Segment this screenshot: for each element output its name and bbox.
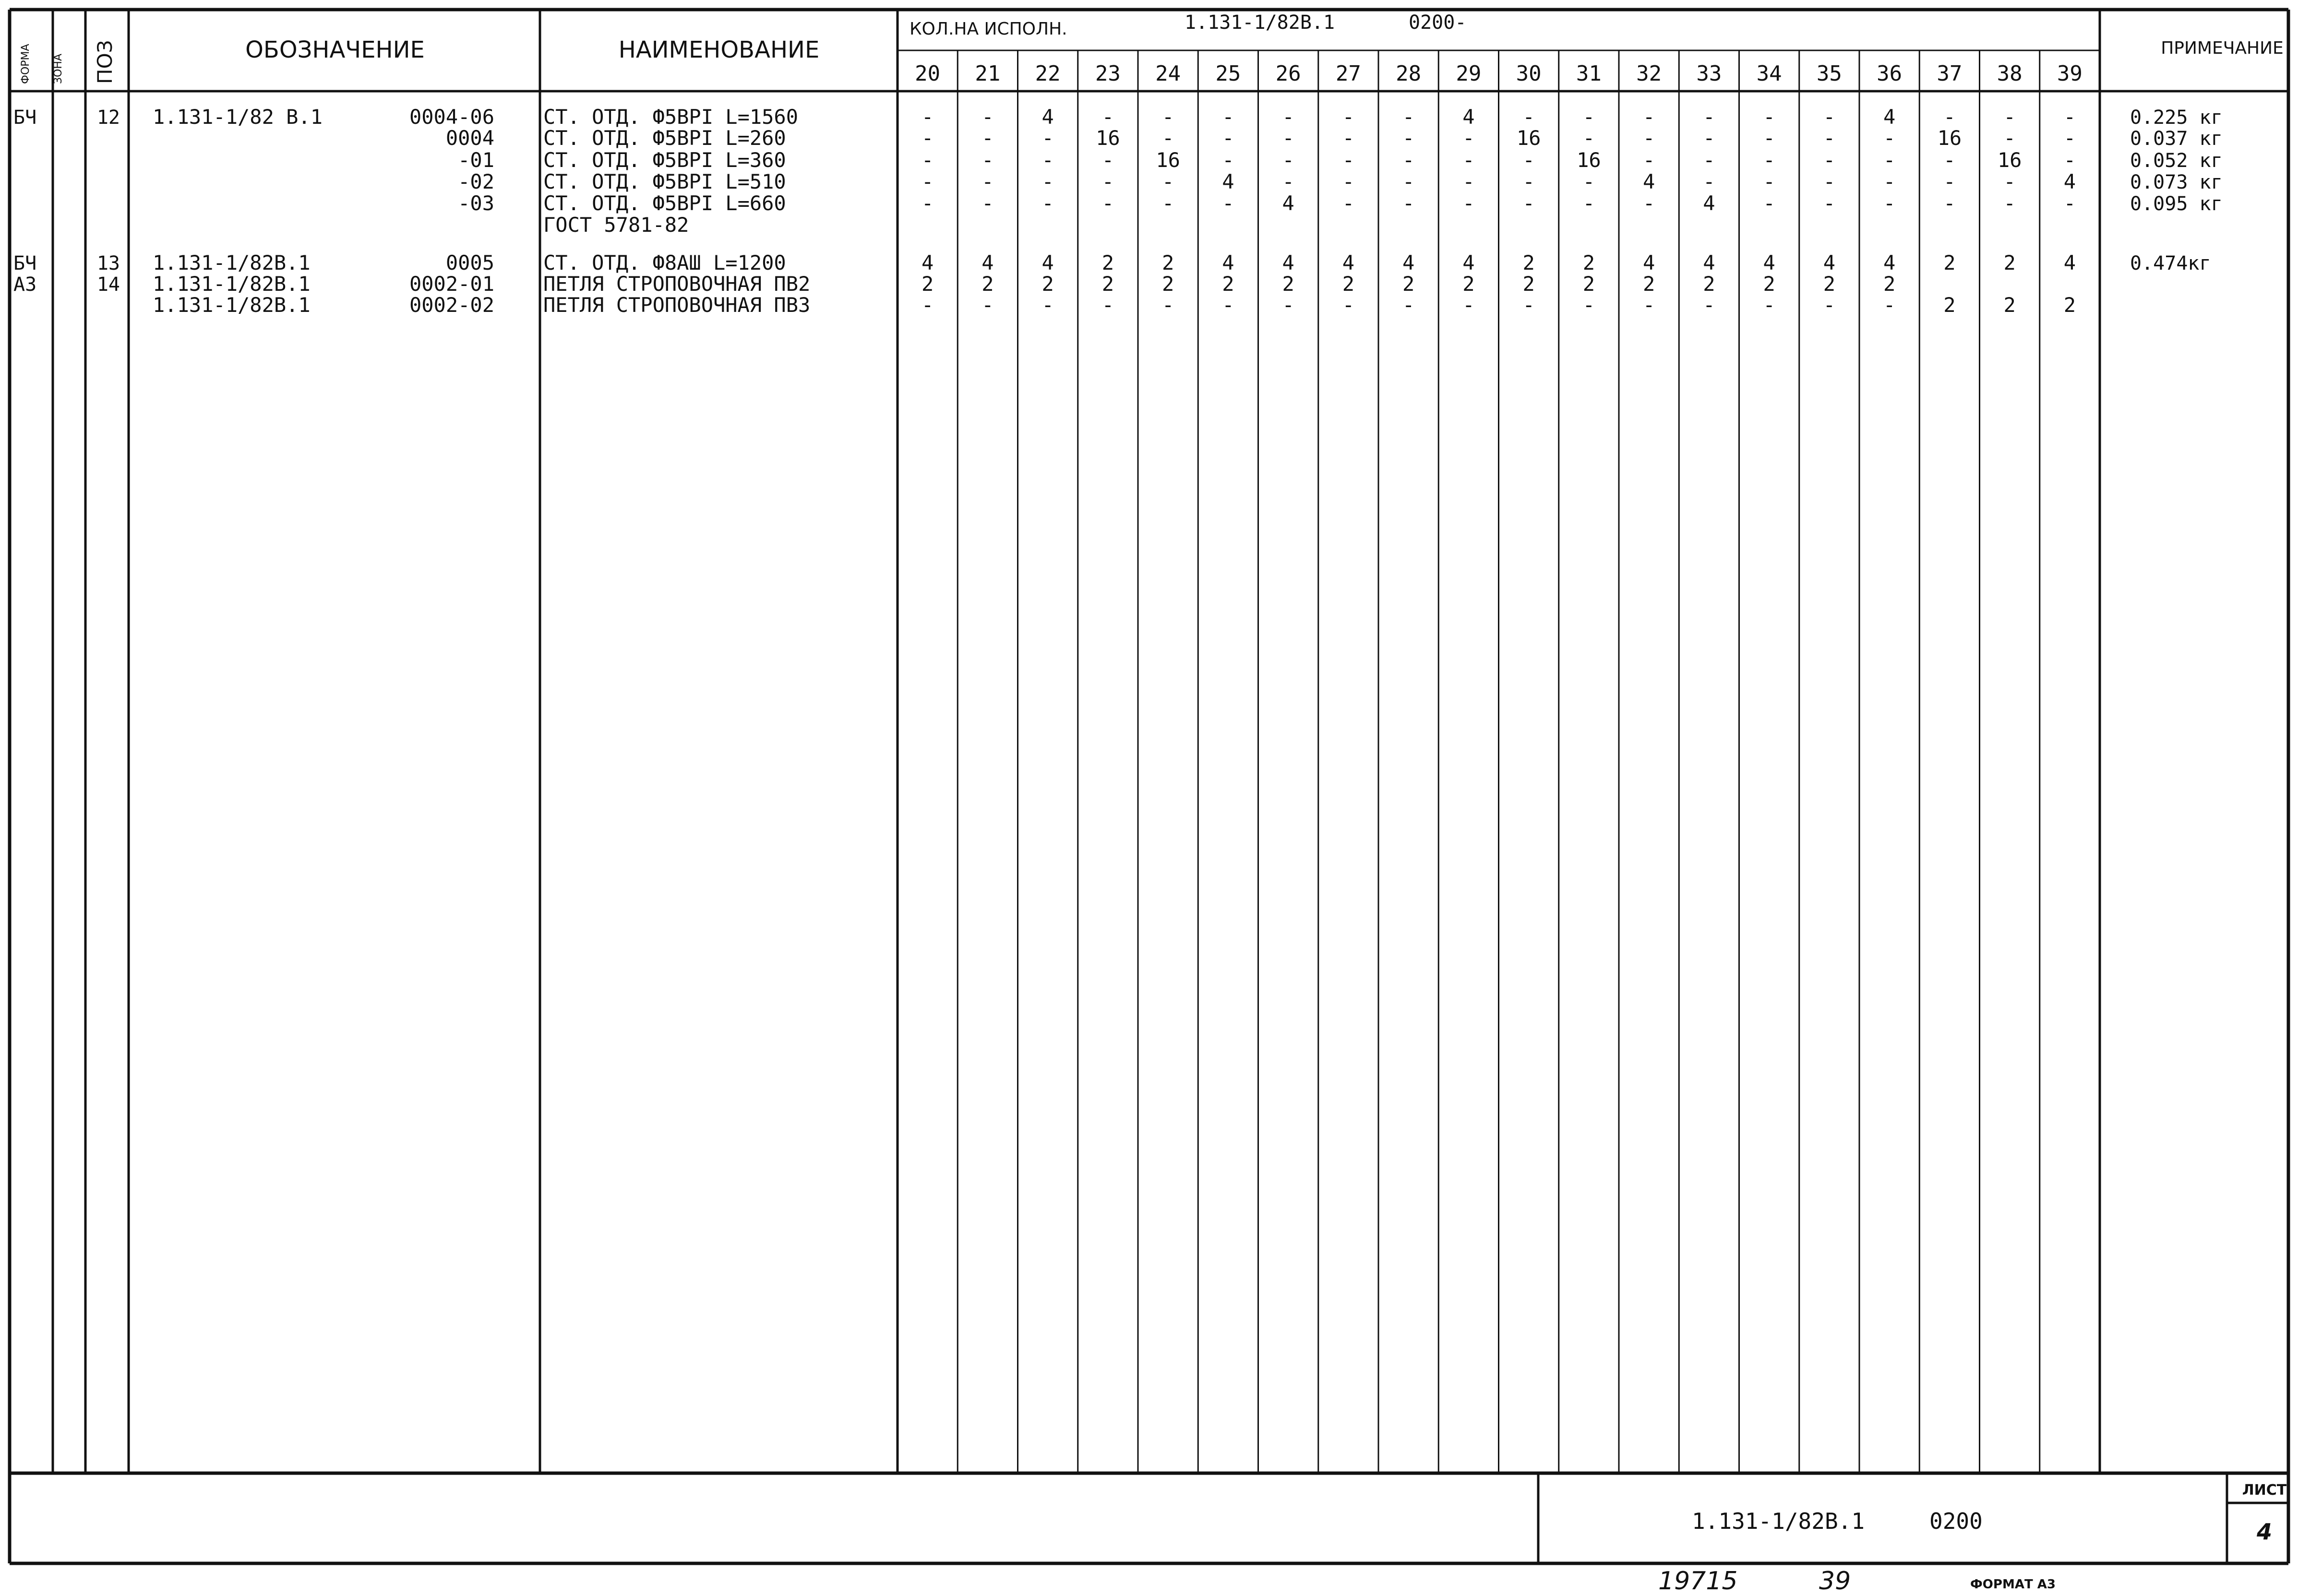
- cell-qty-21: 4: [981, 251, 994, 274]
- variant-header-28: 28: [1396, 61, 1422, 86]
- cell-qty-36: 4: [1883, 251, 1896, 274]
- cell-qty-32: 4: [1642, 251, 1655, 274]
- cell-qty-29: -: [1462, 126, 1475, 150]
- cell-qty-29: 4: [1462, 105, 1475, 129]
- cell-qty-38: -: [2003, 170, 2016, 193]
- cell-qty-34: -: [1763, 148, 1775, 172]
- cell-forma: БЧ: [13, 252, 37, 274]
- cell-qty-32: -: [1642, 148, 1655, 172]
- variant-header-20: 20: [915, 61, 941, 86]
- cell-qty-26: 2: [1282, 272, 1294, 296]
- cell-qty-22: 4: [1041, 251, 1054, 274]
- cell-qty-21: 2: [981, 272, 994, 296]
- cell-qty-38: -: [2003, 126, 2016, 150]
- cell-code: 0005: [445, 251, 494, 274]
- cell-qty-23: 2: [1101, 251, 1114, 274]
- cell-qty-35: -: [1823, 105, 1836, 129]
- cell-qty-30: -: [1522, 293, 1535, 317]
- cell-qty-25: -: [1222, 105, 1234, 129]
- header-forma: ФОРМА: [20, 44, 32, 84]
- variant-header-25: 25: [1215, 61, 1241, 86]
- cell-code: 0002-01: [409, 272, 494, 296]
- cell-qty-33: 4: [1703, 191, 1715, 215]
- cell-qty-21: -: [981, 126, 994, 150]
- header-kol-code: 0200-: [1409, 12, 1467, 34]
- cell-qty-21: -: [981, 170, 994, 193]
- cell-qty-30: 16: [1516, 126, 1541, 150]
- cell-qty-21: -: [981, 191, 994, 215]
- cell-qty-24: 2: [1161, 272, 1174, 296]
- sheet-number: 4: [2256, 1519, 2273, 1545]
- title-doc: 1.131-1/82В.1: [1692, 1508, 1865, 1534]
- cell-qty-32: 2: [1642, 272, 1655, 296]
- footer-stamp-no: 39: [1819, 1567, 1851, 1596]
- cell-qty-38: -: [2003, 105, 2016, 129]
- cell-qty-25: 4: [1222, 170, 1234, 193]
- cell-qty-39: -: [2063, 191, 2076, 215]
- cell-qty-34: -: [1763, 293, 1775, 317]
- cell-qty-20: -: [921, 126, 934, 150]
- cell-code: -03: [458, 191, 494, 215]
- cell-code: 0002-02: [409, 293, 494, 317]
- cell-qty-27: -: [1342, 191, 1355, 215]
- cell-qty-33: 4: [1703, 251, 1715, 274]
- cell-forma: А3: [13, 274, 37, 296]
- cell-code: 0004: [445, 126, 494, 150]
- header-zona: ЗОНА: [52, 53, 64, 84]
- cell-qty-30: -: [1522, 191, 1535, 215]
- header-oboznachenie: ОБОЗНАЧЕНИЕ: [245, 36, 425, 63]
- cell-qty-37: -: [1943, 148, 1956, 172]
- cell-qty-28: 2: [1402, 272, 1415, 296]
- footer-stamp: 19715: [1658, 1567, 1738, 1596]
- cell-qty-30: -: [1522, 170, 1535, 193]
- cell-qty-22: 4: [1041, 105, 1054, 129]
- cell-qty-28: -: [1402, 148, 1415, 172]
- cell-doc: 1.131-1/82В.1: [153, 272, 311, 296]
- cell-qty-36: -: [1883, 191, 1896, 215]
- cell-qty-38: -: [2003, 191, 2016, 215]
- cell-doc: 1.131-1/82В.1: [153, 293, 311, 317]
- variant-header-22: 22: [1035, 61, 1061, 86]
- cell-poz: 14: [96, 274, 120, 296]
- cell-qty-32: -: [1642, 126, 1655, 150]
- cell-qty-24: -: [1161, 170, 1174, 193]
- variant-header-37: 37: [1937, 61, 1963, 86]
- cell-qty-37: -: [1943, 105, 1956, 129]
- cell-qty-32: -: [1642, 191, 1655, 215]
- cell-qty-20: 4: [921, 251, 934, 274]
- cell-qty-23: 16: [1096, 126, 1120, 150]
- cell-qty-29: -: [1462, 148, 1475, 172]
- variant-header-38: 38: [1997, 61, 2023, 86]
- cell-qty-38: 2: [2003, 251, 2016, 274]
- cell-qty-27: -: [1342, 105, 1355, 129]
- cell-qty-30: 2: [1522, 251, 1535, 274]
- cell-qty-29: -: [1462, 170, 1475, 193]
- cell-qty-35: 4: [1823, 251, 1836, 274]
- cell-qty-34: -: [1763, 191, 1775, 215]
- cell-name: ПЕТЛЯ СТРОПОВОЧНАЯ ПВ3: [543, 293, 811, 317]
- table-row: [13, 251, 2211, 274]
- cell-qty-34: -: [1763, 126, 1775, 150]
- cell-qty-22: 2: [1041, 272, 1054, 296]
- cell-qty-35: -: [1823, 170, 1836, 193]
- table-row: [458, 170, 2223, 193]
- cell-qty-21: -: [981, 293, 994, 317]
- cell-qty-25: -: [1222, 148, 1234, 172]
- cell-qty-37: 16: [1937, 126, 1962, 150]
- cell-qty-37: -: [1943, 170, 1956, 193]
- variant-header-23: 23: [1095, 61, 1121, 86]
- cell-poz: 13: [96, 252, 120, 274]
- cell-code: -01: [458, 148, 494, 172]
- cell-qty-25: -: [1222, 293, 1234, 317]
- cell-qty-32: -: [1642, 293, 1655, 317]
- cell-name: ГОСТ 5781-82: [543, 213, 689, 237]
- cell-qty-36: 2: [1883, 272, 1896, 296]
- cell-qty-25: 4: [1222, 251, 1234, 274]
- variant-header-30: 30: [1516, 61, 1542, 86]
- variant-header-26: 26: [1275, 61, 1301, 86]
- cell-qty-39: -: [2063, 126, 2076, 150]
- table-row: [446, 126, 2223, 150]
- cell-qty-31: -: [1582, 293, 1595, 317]
- cell-doc: 1.131-1/82 В.1: [153, 105, 323, 129]
- cell-qty-35: -: [1823, 148, 1836, 172]
- cell-qty-33: -: [1703, 293, 1715, 317]
- cell-qty-22: -: [1041, 293, 1054, 317]
- cell-qty-30: -: [1522, 105, 1535, 129]
- cell-qty-20: 2: [921, 272, 934, 296]
- cell-qty-24: 16: [1156, 148, 1180, 172]
- spec-rows: [13, 105, 2223, 317]
- cell-qty-36: -: [1883, 126, 1896, 150]
- cell-qty-28: -: [1402, 105, 1415, 129]
- table-row: [13, 272, 1895, 296]
- footer-format: ФОРМАТ А3: [1970, 1577, 2056, 1592]
- cell-qty-39: 4: [2063, 170, 2076, 193]
- cell-qty-36: -: [1883, 170, 1896, 193]
- variant-header-32: 32: [1636, 61, 1662, 86]
- variant-header-36: 36: [1877, 61, 1903, 86]
- header-primechanie: ПРИМЕЧАНИЕ: [2161, 38, 2284, 58]
- cell-qty-20: -: [921, 191, 934, 215]
- cell-qty-31: 2: [1582, 272, 1595, 296]
- cell-qty-20: -: [921, 105, 934, 129]
- cell-name: СТ. ОТД. Ф5ВРI L=1560: [543, 105, 799, 129]
- cell-qty-24: -: [1161, 293, 1174, 317]
- cell-qty-29: -: [1462, 293, 1475, 317]
- cell-qty-24: -: [1161, 105, 1174, 129]
- cell-qty-28: -: [1402, 126, 1415, 150]
- cell-qty-39: -: [2063, 148, 2076, 172]
- variant-header-35: 35: [1816, 61, 1842, 86]
- cell-qty-23: 2: [1101, 272, 1114, 296]
- cell-qty-27: 2: [1342, 272, 1355, 296]
- cell-qty-34: -: [1763, 170, 1775, 193]
- cell-note: 0.052 кг: [2130, 150, 2223, 172]
- cell-qty-29: -: [1462, 191, 1475, 215]
- cell-qty-23: -: [1101, 105, 1114, 129]
- cell-qty-22: -: [1041, 148, 1054, 172]
- variant-header-34: 34: [1756, 61, 1782, 86]
- variant-header-29: 29: [1456, 61, 1482, 86]
- cell-doc: 1.131-1/82В.1: [153, 251, 311, 274]
- cell-qty-37: 2: [1943, 293, 1956, 317]
- table-row: [458, 191, 2223, 215]
- table-grid: [10, 10, 2288, 1563]
- cell-qty-28: -: [1402, 293, 1415, 317]
- cell-qty-39: -: [2063, 105, 2076, 129]
- header-kol-label: КОЛ.НА ИСПОЛН.: [910, 19, 1067, 39]
- cell-qty-37: 2: [1943, 251, 1956, 274]
- cell-qty-31: -: [1582, 191, 1595, 215]
- cell-qty-26: -: [1282, 148, 1294, 172]
- cell-qty-31: 2: [1582, 251, 1595, 274]
- cell-qty-31: 16: [1577, 148, 1601, 172]
- cell-name: СТ. ОТД. Ф5ВРI L=360: [543, 148, 786, 172]
- cell-qty-25: -: [1222, 126, 1234, 150]
- cell-note: 0.474кг: [2130, 252, 2211, 274]
- cell-name: СТ. ОТД. Ф8АШ L=1200: [543, 251, 786, 274]
- cell-qty-25: -: [1222, 191, 1234, 215]
- cell-qty-23: -: [1101, 148, 1114, 172]
- cell-qty-22: -: [1041, 126, 1054, 150]
- cell-qty-36: 4: [1883, 105, 1896, 129]
- cell-qty-27: 4: [1342, 251, 1355, 274]
- variant-header-21: 21: [975, 61, 1001, 86]
- cell-name: СТ. ОТД. Ф5ВРI L=260: [543, 126, 786, 150]
- cell-qty-39: 4: [2063, 251, 2076, 274]
- cell-qty-30: 2: [1522, 272, 1535, 296]
- variant-header-33: 33: [1696, 61, 1722, 86]
- cell-note: 0.037 кг: [2130, 128, 2223, 150]
- cell-qty-28: 4: [1402, 251, 1415, 274]
- cell-qty-22: -: [1041, 191, 1054, 215]
- header-kol-doc: 1.131-1/82В.1: [1185, 12, 1335, 34]
- sheet-label: ЛИСТ: [2242, 1482, 2287, 1499]
- cell-qty-20: -: [921, 170, 934, 193]
- cell-qty-26: -: [1282, 293, 1294, 317]
- cell-qty-34: 4: [1763, 251, 1775, 274]
- title-code: 0200: [1929, 1508, 1983, 1534]
- cell-qty-23: -: [1101, 191, 1114, 215]
- cell-code: -02: [458, 170, 494, 193]
- cell-qty-35: -: [1823, 191, 1836, 215]
- table-row: [153, 293, 2076, 317]
- header-naimenovanie: НАИМЕНОВАНИЕ: [618, 36, 820, 63]
- cell-qty-38: 2: [2003, 293, 2016, 317]
- cell-qty-31: -: [1582, 105, 1595, 129]
- table-row: [458, 148, 2223, 172]
- cell-qty-24: -: [1161, 126, 1174, 150]
- header-poz: ПОЗ: [93, 40, 117, 84]
- cell-qty-33: -: [1703, 105, 1715, 129]
- cell-qty-23: -: [1101, 170, 1114, 193]
- cell-qty-39: 2: [2063, 293, 2076, 317]
- cell-note: 0.073 кг: [2130, 171, 2223, 193]
- cell-code: 0004-06: [409, 105, 494, 129]
- cell-qty-31: -: [1582, 170, 1595, 193]
- cell-qty-33: -: [1703, 148, 1715, 172]
- variant-header-24: 24: [1155, 61, 1181, 86]
- cell-qty-35: -: [1823, 126, 1836, 150]
- cell-qty-37: -: [1943, 191, 1956, 215]
- cell-qty-23: -: [1101, 293, 1114, 317]
- cell-qty-32: -: [1642, 105, 1655, 129]
- cell-qty-27: -: [1342, 148, 1355, 172]
- cell-forma: БЧ: [13, 107, 37, 129]
- cell-qty-28: -: [1402, 170, 1415, 193]
- cell-qty-28: -: [1402, 191, 1415, 215]
- cell-note: 0.225 кг: [2130, 107, 2223, 129]
- cell-qty-24: 2: [1161, 251, 1174, 274]
- cell-name: СТ. ОТД. Ф5ВРI L=660: [543, 191, 786, 215]
- cell-qty-38: 16: [1997, 148, 2022, 172]
- cell-qty-26: -: [1282, 126, 1294, 150]
- cell-qty-26: 4: [1282, 191, 1294, 215]
- cell-qty-26: 4: [1282, 251, 1294, 274]
- cell-qty-35: 2: [1823, 272, 1836, 296]
- cell-qty-35: -: [1823, 293, 1836, 317]
- cell-qty-24: -: [1161, 191, 1174, 215]
- cell-qty-20: -: [921, 293, 934, 317]
- cell-qty-20: -: [921, 148, 934, 172]
- cell-qty-31: -: [1582, 126, 1595, 150]
- cell-name: ПЕТЛЯ СТРОПОВОЧНАЯ ПВ2: [543, 272, 811, 296]
- cell-qty-27: -: [1342, 126, 1355, 150]
- cell-qty-21: -: [981, 148, 994, 172]
- cell-qty-27: -: [1342, 170, 1355, 193]
- cell-qty-30: -: [1522, 148, 1535, 172]
- cell-note: 0.095 кг: [2130, 193, 2223, 215]
- cell-qty-29: 4: [1462, 251, 1475, 274]
- cell-qty-22: -: [1041, 170, 1054, 193]
- cell-qty-33: -: [1703, 170, 1715, 193]
- cell-qty-36: -: [1883, 148, 1896, 172]
- cell-qty-21: -: [981, 105, 994, 129]
- cell-name: СТ. ОТД. Ф5ВРI L=510: [543, 170, 786, 193]
- cell-qty-27: -: [1342, 293, 1355, 317]
- cell-qty-26: -: [1282, 170, 1294, 193]
- cell-poz: 12: [96, 107, 120, 129]
- variant-header-39: 39: [2057, 61, 2083, 86]
- cell-qty-26: -: [1282, 105, 1294, 129]
- cell-qty-34: 2: [1763, 272, 1775, 296]
- cell-qty-33: 2: [1703, 272, 1715, 296]
- cell-qty-32: 4: [1642, 170, 1655, 193]
- variant-header-27: 27: [1335, 61, 1361, 86]
- cell-qty-29: 2: [1462, 272, 1475, 296]
- table-row: [543, 213, 689, 237]
- cell-qty-34: -: [1763, 105, 1775, 129]
- table-row: [13, 105, 2223, 129]
- cell-qty-36: -: [1883, 293, 1896, 317]
- cell-qty-33: -: [1703, 126, 1715, 150]
- variant-header-31: 31: [1576, 61, 1602, 86]
- cell-qty-25: 2: [1222, 272, 1234, 296]
